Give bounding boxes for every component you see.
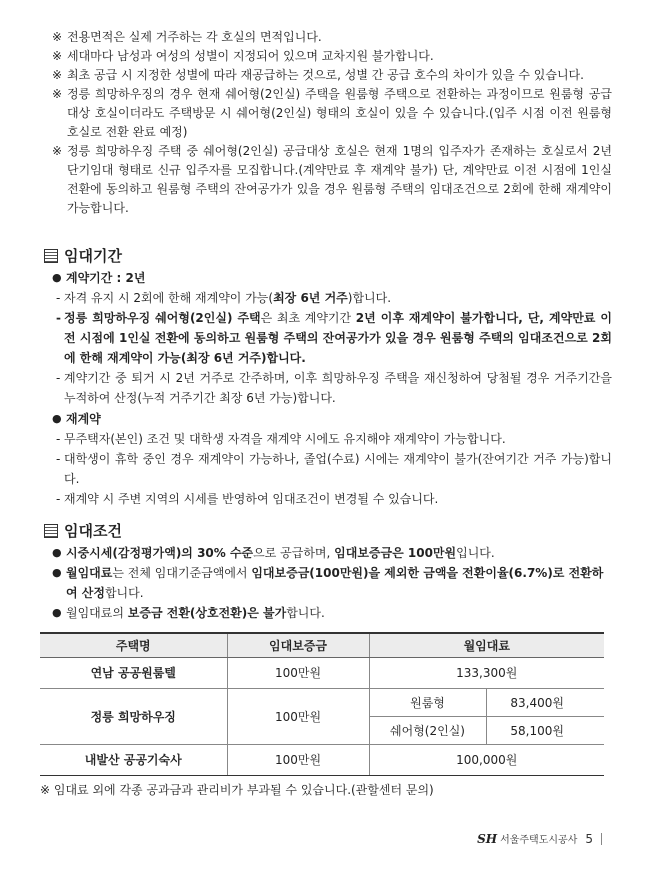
text-bold: 정릉 희망하우징 쉐어형(2인실) 주택 (64, 311, 261, 325)
cell-rent: 100,000원 (369, 744, 604, 775)
section-title: 임대조건 (64, 522, 122, 540)
text-bold: 임대보증금은 100만원 (334, 546, 457, 560)
cell-rent: 83,400원 (486, 688, 604, 716)
bullet-dot-icon: ● (52, 606, 62, 619)
note-text: 세대마다 남성과 여성의 성별이 지정되어 있으며 교차지원 불가합니다. (67, 49, 434, 63)
text-bold: 최장 6년 거주 (273, 291, 348, 305)
sh-logo: SH (477, 831, 498, 846)
text: 합니다. (286, 606, 325, 620)
note-mark: ※ (52, 68, 63, 82)
dash-mark: - (56, 452, 61, 466)
bullet-item (52, 603, 612, 623)
text: 으로 공급하며, (253, 546, 335, 560)
text: 합니다. (104, 586, 144, 600)
table-row (40, 688, 604, 716)
period-label: 계약기간 : 2년 (66, 271, 146, 285)
cell-house-name: 내발산 공공기숙사 (40, 744, 227, 775)
text: 입니다. (456, 546, 495, 560)
note-item (52, 28, 612, 47)
text: )합니다. (347, 291, 392, 305)
note-item (52, 142, 612, 218)
text-bold: 2년 이후 재계약이 불가합니다, 단, 계약만료 이전 시점에 1인실 전환에 동의하고 원룸형 주택의 잔여공가가 있을 경우 원룸형 주택의 임대조건으로 2회에 한해 재계약이 가능(최장 6년 거주)합니다. (64, 311, 612, 365)
dash-item (52, 308, 612, 368)
text: 는 전체 임대기준금액에서 (112, 566, 252, 580)
notes-list (52, 28, 612, 218)
section-title: 임대기간 (64, 247, 122, 265)
cell-deposit: 100만원 (227, 657, 369, 688)
cell-house-name: 정릉 희망하우징 (40, 688, 227, 744)
text: 대학생이 휴학 중인 경우 재계약이 가능하나, 졸업(수료) 시에는 재계약이 불가(잔여기간 거주 가능)합니다. (64, 452, 612, 486)
bullet-dot-icon: ● (52, 566, 62, 579)
text: 재계약 시 주변 지역의 시세를 반영하여 임대조건이 변경될 수 있습니다. (64, 492, 439, 506)
note-text: 정릉 희망하우징의 경우 현재 쉐어형(2인실) 주택을 원룸형 주택으로 전환하는 과정이므로 원룸형 공급대상 호실이더라도 주택방문 시 쉐어형(2인실) 형태의 호실이 있을 수 있습니다.(입주 시점 이전 원룸형 호실로 전환 완료 예정) (67, 87, 612, 139)
cell-room-type: 원룸형 (369, 688, 486, 716)
note-text: 정릉 희망하우징 주택 중 쉐어형(2인실) 공급대상 호실은 현재 1명의 입주자가 존재하는 호실로서 2년 단기임대 형태로 신규 입주자를 모집합니다.(계약만료 후 재계약 불가) 단, 계약만료 이전 시점에 1인실 전환에 동의하고 원룸형 주택의 잔여공가가 있을 경우 원룸형 주택의 임대조건으로 2회에 한해 재계약이 가능합니다. (67, 144, 612, 215)
dash-mark: - (56, 371, 61, 385)
rent-table (40, 632, 604, 776)
note-item (52, 85, 612, 142)
note-mark: ※ (52, 30, 63, 44)
section-heading-lease (44, 245, 122, 266)
note-item (52, 66, 612, 85)
lease-content (52, 268, 612, 509)
text: 계약기간 중 퇴거 시 2년 거주로 간주하며, 이후 희망하우징 주택을 재신청하여 당첨될 경우 거주기간을 누적하여 산정(누적 거주기간 최장 6년 가능)합니다. (64, 371, 612, 405)
table-row (40, 657, 604, 688)
dash-item (52, 368, 612, 408)
note-item (52, 47, 612, 66)
note-mark: ※ (52, 87, 63, 101)
cell-rent: 133,300원 (369, 657, 604, 688)
text: 월임대료의 (66, 606, 128, 620)
bullet-dot-icon: ● (52, 271, 62, 284)
text: 무주택자(본인) 조건 및 대학생 자격을 재계약 시에도 유지해야 재계약이 가능합니다. (64, 432, 506, 446)
bullet-dot-icon: ● (52, 412, 62, 425)
dash-item (52, 429, 612, 449)
dash-mark: - (56, 291, 61, 305)
dash-item (52, 288, 612, 308)
text: 자격 유지 시 2회에 한해 재계약이 가능( (64, 291, 274, 305)
table-row (40, 744, 604, 775)
header-rent: 월임대료 (369, 633, 604, 657)
header-deposit: 임대보증금 (227, 633, 369, 657)
cell-deposit: 100만원 (227, 744, 369, 775)
text: 은 최초 계약기간 (260, 311, 356, 325)
section-square-icon (44, 524, 58, 538)
renew-label: 재계약 (66, 412, 101, 426)
bullet-dot-icon: ● (52, 546, 62, 559)
cell-house-name: 연남 공공원룸텔 (40, 657, 227, 688)
dash-mark: - (56, 432, 61, 446)
header-house: 주택명 (40, 633, 227, 657)
page-footer (477, 831, 602, 846)
dash-item (52, 489, 612, 509)
note-text: 전용면적은 실제 거주하는 각 호실의 면적입니다. (67, 30, 322, 44)
text-bold: 임대보증금(100만원)을 제외한 금액을 전환이율(6.7%)로 전환하여 산정 (66, 566, 604, 600)
bullet-item (52, 563, 612, 603)
footer-divider (601, 833, 602, 845)
bullet-renew (52, 409, 612, 429)
table-header-row (40, 633, 604, 657)
cell-room-type: 쉐어형(2인실) (369, 716, 486, 744)
note-text: 최초 공급 시 지정한 성별에 따라 재공급하는 것으로, 성별 간 공급 호수의 차이가 있을 수 있습니다. (67, 68, 584, 82)
dash-mark: - (56, 492, 61, 506)
section-heading-conditions (44, 520, 122, 541)
table-footnote: ※ 임대료 외에 각종 공과금과 관리비가 부과될 수 있습니다.(관할센터 문의) (40, 783, 434, 797)
note-mark: ※ (52, 49, 63, 63)
dash-item (52, 449, 612, 489)
text-bold: 보증금 전환(상호전환)은 불가 (127, 606, 287, 620)
page-number: 5 (585, 831, 593, 846)
org-name: 서울주택도시공사 (500, 835, 578, 846)
dash-mark: - (56, 311, 61, 325)
bullet-period (52, 268, 612, 288)
cell-rent: 58,100원 (486, 716, 604, 744)
cell-deposit: 100만원 (227, 688, 369, 744)
text-bold: 월임대료 (66, 566, 113, 580)
text-bold: 시중시세(감정평가액)의 30% 수준 (66, 546, 254, 560)
bullet-item (52, 543, 612, 563)
note-mark: ※ (52, 144, 63, 158)
section-square-icon (44, 249, 58, 263)
conditions-content (52, 543, 612, 623)
